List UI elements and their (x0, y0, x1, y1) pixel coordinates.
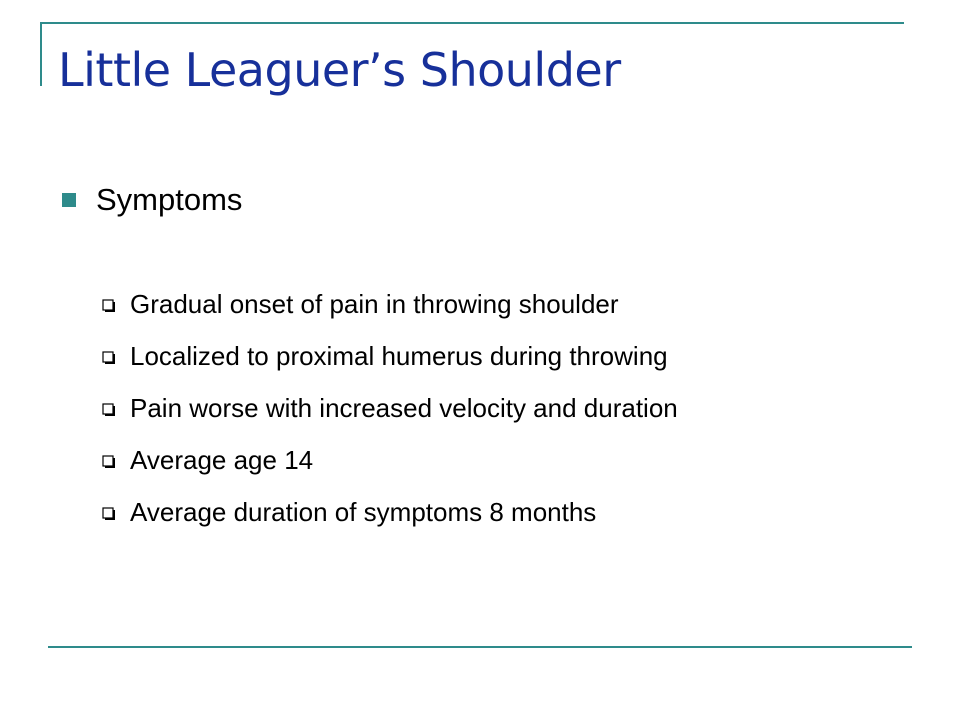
main-bullet (58, 176, 918, 224)
hollow-square-bullet-icon (102, 455, 116, 469)
sub-bullet-text: Average duration of symptoms 8 months (130, 496, 597, 527)
teal-square-bullet-icon (62, 193, 76, 207)
sub-bullet-item (102, 486, 918, 538)
sub-bullet-item (102, 382, 918, 434)
sub-bullet-list (58, 278, 918, 538)
sub-bullet-text: Gradual onset of pain in throwing shoulder (130, 288, 619, 319)
slide-title: Little Leaguer’s Shoulder (58, 43, 621, 97)
hollow-square-bullet-icon (102, 299, 116, 313)
hollow-square-bullet-icon (102, 351, 116, 365)
main-bullet-text: Symptoms (96, 182, 243, 217)
bottom-frame-line (48, 646, 912, 648)
slide-content (58, 176, 918, 538)
sub-bullet-text: Average age 14 (130, 444, 314, 475)
sub-bullet-item (102, 278, 918, 330)
sub-bullet-text: Localized to proximal humerus during throwing (130, 340, 668, 371)
sub-bullet-item (102, 330, 918, 382)
hollow-square-bullet-icon (102, 507, 116, 521)
hollow-square-bullet-icon (102, 403, 116, 417)
sub-bullet-text: Pain worse with increased velocity and duration (130, 392, 678, 423)
sub-bullet-item (102, 434, 918, 486)
top-frame-line (40, 22, 904, 24)
left-frame-line (40, 22, 42, 86)
